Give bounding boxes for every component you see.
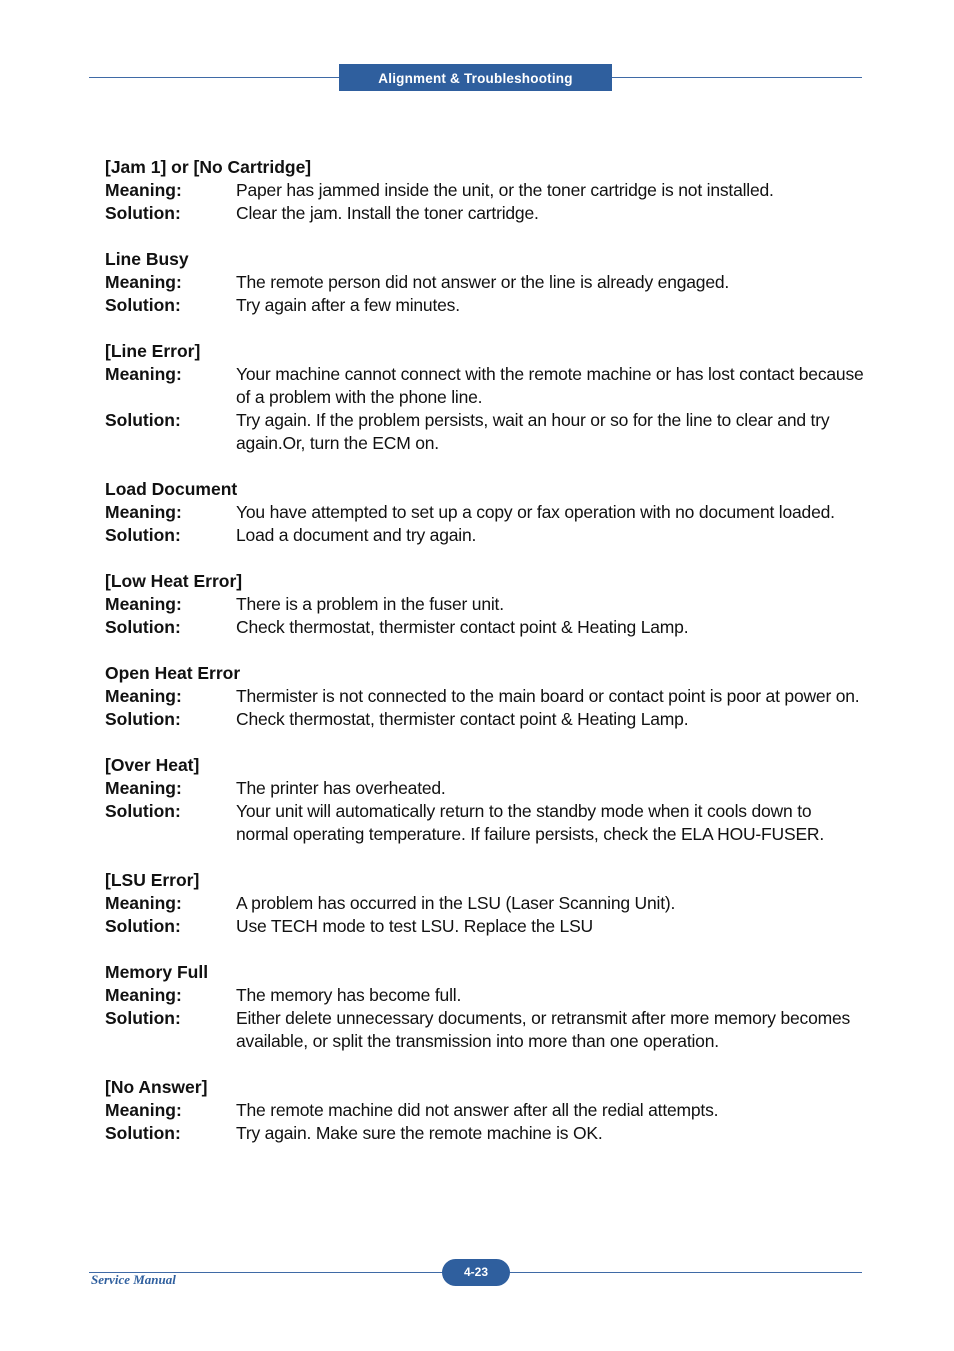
- solution-label: Solution:: [105, 295, 181, 315]
- meaning-label: Meaning:: [105, 778, 182, 798]
- meaning-text: The memory has become full.: [236, 985, 462, 1005]
- error-entry: [105, 570, 865, 639]
- solution-label: Solution:: [105, 410, 181, 430]
- meaning-row: [105, 179, 865, 202]
- meaning-row: [105, 501, 865, 524]
- meaning-row: [105, 1099, 865, 1122]
- meaning-text: The remote machine did not answer after all the redial attempts.: [236, 1100, 719, 1120]
- error-entry: [105, 248, 865, 317]
- solution-label: Solution:: [105, 1123, 181, 1143]
- meaning-text: Your machine cannot connect with the remote machine or has lost contact because of a problem with the phone line.: [236, 364, 864, 407]
- error-entry: [105, 340, 865, 455]
- error-title: Open Heat Error: [105, 663, 241, 683]
- error-title: [LSU Error]: [105, 870, 200, 890]
- solution-text: Try again. Make sure the remote machine is OK.: [236, 1123, 603, 1143]
- solution-row: [105, 294, 865, 317]
- meaning-label: Meaning:: [105, 686, 182, 706]
- meaning-text: You have attempted to set up a copy or fax operation with no document loaded.: [236, 502, 835, 522]
- solution-row: [105, 800, 865, 846]
- solution-text: Either delete unnecessary documents, or retransmit after more memory becomes available, or split the transmission into more than one operation.: [236, 1008, 851, 1051]
- solution-label: Solution:: [105, 916, 181, 936]
- solution-text: Clear the jam. Install the toner cartridge.: [236, 203, 539, 223]
- troubleshooting-list: [105, 156, 865, 1168]
- solution-row: [105, 708, 865, 731]
- error-entry: [105, 1076, 865, 1145]
- solution-label: Solution:: [105, 709, 181, 729]
- error-title: [Line Error]: [105, 341, 201, 361]
- solution-text: Check thermostat, thermister contact point & Heating Lamp.: [236, 617, 689, 637]
- error-title: Memory Full: [105, 962, 209, 982]
- meaning-row: [105, 685, 865, 708]
- solution-text: Your unit will automatically return to the standby mode when it cools down to normal operating temperature. If failure persists, check the ELA HOU-FUSER.: [236, 801, 825, 844]
- meaning-label: Meaning:: [105, 180, 182, 200]
- meaning-text: Thermister is not connected to the main board or contact point is poor at power on.: [236, 686, 860, 706]
- solution-row: [105, 409, 865, 455]
- meaning-row: [105, 271, 865, 294]
- solution-row: [105, 202, 865, 225]
- solution-row: [105, 915, 865, 938]
- meaning-label: Meaning:: [105, 985, 182, 1005]
- meaning-label: Meaning:: [105, 502, 182, 522]
- solution-text: Use TECH mode to test LSU. Replace the LSU: [236, 916, 593, 936]
- error-entry: [105, 478, 865, 547]
- error-entry: [105, 662, 865, 731]
- solution-row: [105, 616, 865, 639]
- meaning-label: Meaning:: [105, 893, 182, 913]
- solution-label: Solution:: [105, 617, 181, 637]
- solution-text: Check thermostat, thermister contact point & Heating Lamp.: [236, 709, 689, 729]
- solution-label: Solution:: [105, 1008, 181, 1028]
- meaning-text: The remote person did not answer or the line is already engaged.: [236, 272, 730, 292]
- meaning-text: A problem has occurred in the LSU (Laser Scanning Unit).: [236, 893, 676, 913]
- meaning-row: [105, 984, 865, 1007]
- solution-label: Solution:: [105, 801, 181, 821]
- meaning-text: Paper has jammed inside the unit, or the toner cartridge is not installed.: [236, 180, 774, 200]
- error-entry: [105, 961, 865, 1053]
- solution-row: [105, 1007, 865, 1053]
- error-entry: [105, 754, 865, 846]
- solution-label: Solution:: [105, 203, 181, 223]
- solution-row: [105, 1122, 865, 1145]
- meaning-row: [105, 593, 865, 616]
- error-entry: [105, 156, 865, 225]
- meaning-text: The printer has overheated.: [236, 778, 446, 798]
- error-title: [Low Heat Error]: [105, 571, 243, 591]
- error-title: [Jam 1] or [No Cartridge]: [105, 157, 312, 177]
- meaning-label: Meaning:: [105, 594, 182, 614]
- footer-label: Service Manual: [91, 1272, 176, 1287]
- meaning-row: [105, 892, 865, 915]
- error-title: Line Busy: [105, 249, 189, 269]
- meaning-label: Meaning:: [105, 364, 182, 384]
- solution-text: Load a document and try again.: [236, 525, 477, 545]
- page-number: 4-23: [442, 1259, 510, 1286]
- meaning-row: [105, 363, 865, 409]
- solution-label: Solution:: [105, 525, 181, 545]
- solution-row: [105, 524, 865, 547]
- meaning-label: Meaning:: [105, 272, 182, 292]
- solution-text: Try again. If the problem persists, wait an hour or so for the line to clear and try again.Or, turn the ECM on.: [236, 410, 830, 453]
- meaning-row: [105, 777, 865, 800]
- error-title: [No Answer]: [105, 1077, 208, 1097]
- error-title: Load Document: [105, 479, 238, 499]
- section-title: Alignment & Troubleshooting: [339, 64, 612, 91]
- meaning-text: There is a problem in the fuser unit.: [236, 594, 504, 614]
- error-title: [Over Heat]: [105, 755, 200, 775]
- meaning-label: Meaning:: [105, 1100, 182, 1120]
- error-entry: [105, 869, 865, 938]
- solution-text: Try again after a few minutes.: [236, 295, 460, 315]
